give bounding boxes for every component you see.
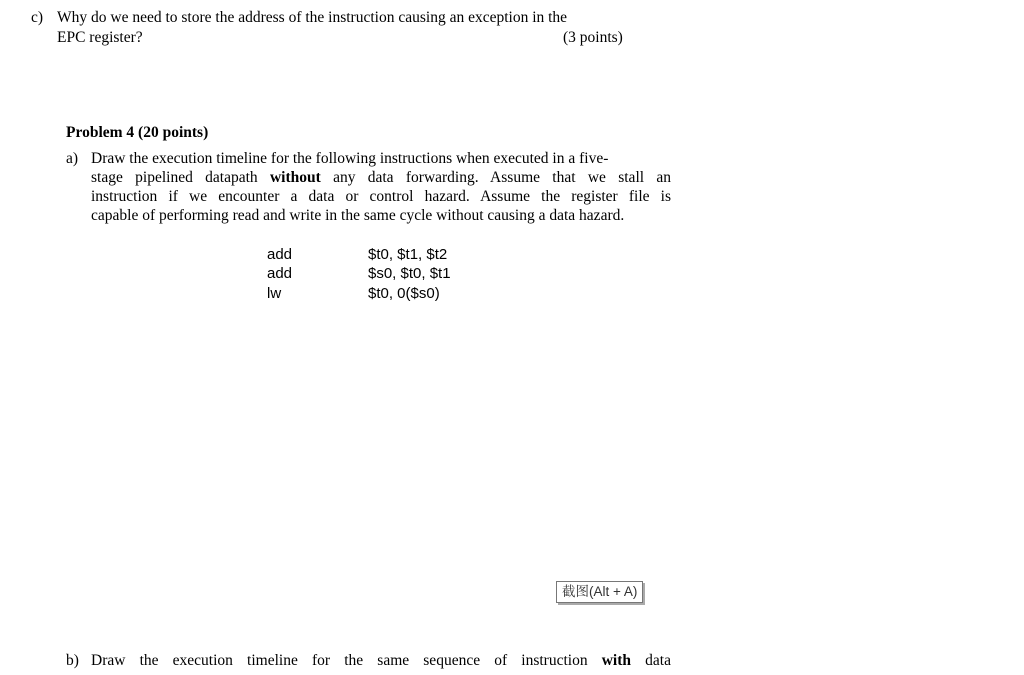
instruction-args: $s0, $t0, $t1	[368, 265, 451, 282]
part-c-label: c)	[31, 9, 44, 26]
emphasis-without: without	[269, 169, 321, 186]
screenshot-tooltip: 截图(Alt + A)	[556, 581, 643, 603]
instruction-op: add	[267, 265, 293, 282]
part-c-question-line1: Why do we need to store the address of the instruction causing an exception in the	[57, 9, 568, 26]
instruction-args: $t0, $t1, $t2	[368, 246, 448, 263]
part-c-points: (3 points)	[563, 29, 623, 46]
text: data	[631, 652, 671, 669]
problem-title: Problem 4 (20 points)	[66, 124, 209, 141]
instruction-op: lw	[267, 285, 282, 302]
text: stage pipelined datapath	[91, 169, 270, 186]
instruction-op: add	[267, 246, 293, 263]
part-c-question-line2: EPC register?	[57, 29, 143, 46]
part-b-line1	[91, 652, 671, 670]
part-a-line1: Draw the execution timeline for the following instructions when executed in a five-	[91, 150, 609, 167]
instruction-args: $t0, 0($s0)	[368, 285, 440, 302]
part-a-label: a)	[66, 150, 79, 167]
part-a-line2	[91, 169, 671, 187]
text: any data forwarding. Assume that we stall an	[320, 169, 671, 186]
text: Draw the execution timeline for the same sequence of instruction	[91, 652, 602, 669]
part-b-label: b)	[66, 652, 79, 669]
part-a-line4: capable of performing read and write in the same cycle without causing a data hazard.	[91, 207, 625, 224]
part-a-line3: instruction if we encounter a data or control hazard. Assume the register file is	[91, 188, 671, 205]
emphasis-with: with	[601, 652, 632, 669]
